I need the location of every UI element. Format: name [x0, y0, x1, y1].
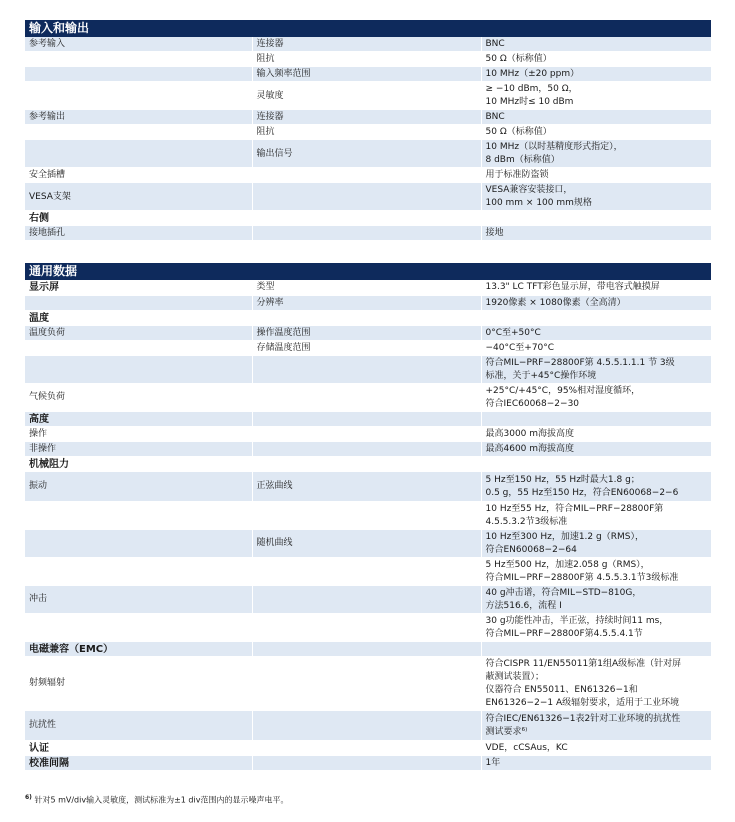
row-value: 符合MIL−PRF−28800F第 4.5.5.1.1.1 节 3级 标准，关于+45°C操作环境: [481, 355, 711, 383]
general-row: [25, 280, 711, 295]
row-parameter: 操作温度范围: [252, 325, 481, 340]
row-parameter: [252, 355, 481, 383]
row-value: 5 Hz至500 Hz，加速2.058 g（RMS）， 符合MIL−PRF−28800F第 4.5.5.3.1节3级标准: [481, 557, 711, 585]
io-row: [25, 67, 711, 82]
row-label: [25, 140, 252, 168]
footnote-text: 针对5 mV/div输入灵敏度，测试标准为±1 div范围内的显示噪声电平。: [34, 795, 289, 805]
row-label: 振动: [25, 471, 252, 501]
row-value: 用于标准防盗锁: [481, 168, 711, 183]
row-parameter: [252, 613, 481, 641]
row-parameter: [252, 441, 481, 456]
row-label: 温度负荷: [25, 325, 252, 340]
row-label: 参考输入: [25, 37, 252, 52]
general-row: [25, 325, 711, 340]
row-parameter: [252, 456, 481, 471]
row-value: [481, 456, 711, 471]
row-value: 最高4600 m海拔高度: [481, 441, 711, 456]
general-row: [25, 295, 711, 310]
row-label: [25, 82, 252, 110]
row-value: 10 Hz至300 Hz，加速1.2 g（RMS）， 符合EN60068−2−64: [481, 529, 711, 557]
row-parameter: [252, 183, 481, 211]
row-value: 10 MHz（以时基精度形式指定）， 8 dBm（标称值）: [481, 140, 711, 168]
section-header-general: 通用数据: [25, 263, 711, 280]
footnote: [25, 794, 288, 806]
general-row: [25, 456, 711, 471]
footnote-mark: 6): [25, 794, 32, 801]
io-row: [25, 183, 711, 211]
row-parameter: [252, 226, 481, 241]
row-parameter: 连接器: [252, 110, 481, 125]
row-parameter: 连接器: [252, 37, 481, 52]
io-row: [25, 110, 711, 125]
row-value: 50 Ω（标称值）: [481, 125, 711, 140]
row-label: 认证: [25, 740, 252, 755]
row-label: 操作: [25, 426, 252, 441]
general-row: [25, 501, 711, 529]
row-parameter: [252, 383, 481, 411]
row-label: 抗扰性: [25, 710, 252, 740]
row-value: 13.3" LC TFT彩色显示屏，带电容式触摸屏: [481, 280, 711, 295]
row-value: [481, 641, 711, 656]
general-row: [25, 355, 711, 383]
row-value: −40°C至+70°C: [481, 340, 711, 355]
general-row: [25, 310, 711, 325]
row-value: [481, 310, 711, 325]
row-parameter: [252, 411, 481, 426]
general-row: [25, 426, 711, 441]
row-parameter: 正弦曲线: [252, 471, 481, 501]
io-row: [25, 168, 711, 183]
row-value: 接地: [481, 226, 711, 241]
row-label: 校准间隔: [25, 755, 252, 770]
row-parameter: 输入频率范围: [252, 67, 481, 82]
row-parameter: [252, 310, 481, 325]
row-value: 0°C至+50°C: [481, 325, 711, 340]
row-parameter: [252, 755, 481, 770]
row-value: [481, 411, 711, 426]
row-label: [25, 557, 252, 585]
row-label: [25, 340, 252, 355]
row-label: [25, 295, 252, 310]
row-value: VESA兼容安装接口， 100 mm × 100 mm规格: [481, 183, 711, 211]
row-label: 非操作: [25, 441, 252, 456]
row-parameter: 类型: [252, 280, 481, 295]
row-label: 参考输出: [25, 110, 252, 125]
row-label: 高度: [25, 411, 252, 426]
row-label: [25, 67, 252, 82]
row-value: +25°C/+45°C，95%相对湿度循环， 符合IEC60068−2−30: [481, 383, 711, 411]
row-value: 10 MHz（±20 ppm）: [481, 67, 711, 82]
row-parameter: [252, 211, 481, 226]
io-row: [25, 226, 711, 241]
row-label: 显示屏: [25, 280, 252, 295]
general-row: [25, 441, 711, 456]
row-value: 1920像素 × 1080像素（全高清）: [481, 295, 711, 310]
general-row: [25, 557, 711, 585]
general-row: [25, 471, 711, 501]
row-parameter: 阻抗: [252, 125, 481, 140]
row-parameter: 存储温度范围: [252, 340, 481, 355]
row-parameter: [252, 168, 481, 183]
row-parameter: [252, 710, 481, 740]
general-row: [25, 383, 711, 411]
row-value: VDE，cCSAus，KC: [481, 740, 711, 755]
row-parameter: [252, 426, 481, 441]
io-row: [25, 125, 711, 140]
row-label: [25, 529, 252, 557]
row-value: 5 Hz至150 Hz，55 Hz时最大1.8 g； 0.5 g，55 Hz至150 Hz，符合EN60068−2−6: [481, 471, 711, 501]
io-row: [25, 82, 711, 110]
row-parameter: 输出信号: [252, 140, 481, 168]
row-value: ≥ −10 dBm，50 Ω， 10 MHz时≤ 10 dBm: [481, 82, 711, 110]
io-table: [25, 37, 711, 241]
row-value: 40 g冲击谱，符合MIL−STD−810G， 方法516.6，流程 I: [481, 585, 711, 613]
row-value: [481, 211, 711, 226]
row-parameter: [252, 585, 481, 613]
row-value: BNC: [481, 110, 711, 125]
row-label: 接地插孔: [25, 226, 252, 241]
general-row: [25, 585, 711, 613]
io-row: [25, 211, 711, 226]
row-label: 电磁兼容（EMC）: [25, 641, 252, 656]
general-row: [25, 529, 711, 557]
spec-sheet: [25, 20, 711, 771]
row-parameter: [252, 557, 481, 585]
io-row: [25, 52, 711, 67]
row-label: [25, 52, 252, 67]
row-label: 右侧: [25, 211, 252, 226]
row-value: 符合CISPR 11/EN55011第1组A级标准（针对屏 蔽测试装置）； 仪器符合 EN55011、EN61326−1和 EN61326−2−1 A级辐射要求，适用于工业环境: [481, 656, 711, 710]
general-row: [25, 755, 711, 770]
row-label: VESA支架: [25, 183, 252, 211]
general-row: [25, 740, 711, 755]
row-parameter: 分辨率: [252, 295, 481, 310]
row-label: 冲击: [25, 585, 252, 613]
row-value: 30 g功能性冲击，半正弦，持续时间11 ms， 符合MIL−PRF−28800F第4.5.5.4.1节: [481, 613, 711, 641]
row-label: [25, 355, 252, 383]
row-parameter: [252, 656, 481, 710]
row-parameter: [252, 501, 481, 529]
general-row: [25, 641, 711, 656]
row-parameter: 灵敏度: [252, 82, 481, 110]
row-value: 50 Ω（标称值）: [481, 52, 711, 67]
row-value: 最高3000 m海拔高度: [481, 426, 711, 441]
row-label: 机械阻力: [25, 456, 252, 471]
row-value: BNC: [481, 37, 711, 52]
io-row: [25, 37, 711, 52]
row-parameter: [252, 740, 481, 755]
general-row: [25, 710, 711, 740]
row-label: 温度: [25, 310, 252, 325]
row-label: [25, 501, 252, 529]
general-row: [25, 340, 711, 355]
row-label: 气候负荷: [25, 383, 252, 411]
general-data-table: [25, 280, 711, 771]
io-row: [25, 140, 711, 168]
general-row: [25, 411, 711, 426]
row-label: [25, 613, 252, 641]
row-value: 1年: [481, 755, 711, 770]
row-label: 射频辐射: [25, 656, 252, 710]
row-parameter: 阻抗: [252, 52, 481, 67]
row-value: 符合IEC/EN61326−1表2针对工业环境的抗扰性 测试要求⁶⁾: [481, 710, 711, 740]
row-label: [25, 125, 252, 140]
row-parameter: 随机曲线: [252, 529, 481, 557]
general-row: [25, 613, 711, 641]
row-value: 10 Hz至55 Hz，符合MIL−PRF−28800F第 4.5.5.3.2节3级标准: [481, 501, 711, 529]
row-label: 安全插槽: [25, 168, 252, 183]
section-header-io: 输入和输出: [25, 20, 711, 37]
general-row: [25, 656, 711, 710]
row-parameter: [252, 641, 481, 656]
